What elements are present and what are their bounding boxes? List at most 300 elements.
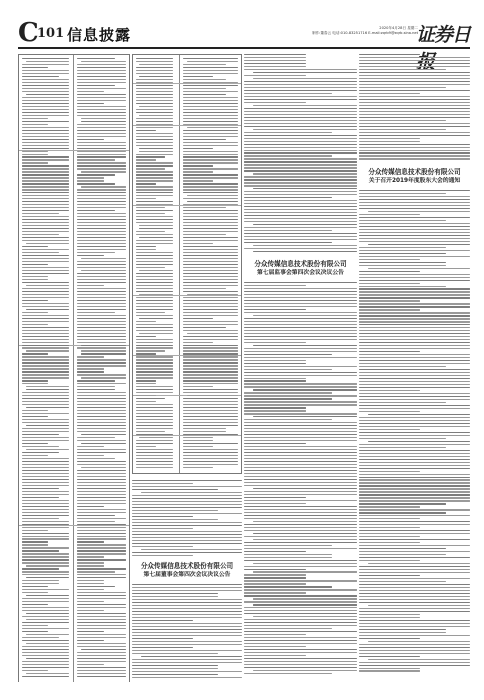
text-line — [359, 87, 446, 88]
text-line — [77, 479, 126, 480]
text-line — [22, 294, 69, 295]
text-line — [244, 577, 306, 578]
text-line — [136, 291, 173, 292]
text-line — [77, 461, 126, 462]
newspaper-logo: 证券日 — [416, 24, 471, 46]
text-line — [77, 458, 115, 459]
text-line — [22, 282, 69, 283]
text-line — [22, 455, 48, 456]
text-line — [359, 294, 470, 295]
text-line — [183, 407, 238, 408]
text-line — [359, 611, 470, 612]
text-line — [132, 552, 242, 553]
text-line — [77, 646, 126, 647]
text-line — [77, 673, 126, 674]
text-line — [244, 512, 357, 513]
text-line — [359, 468, 470, 469]
text-line — [77, 148, 126, 149]
text-line — [77, 598, 126, 599]
text-line — [22, 156, 69, 157]
text-line — [359, 479, 470, 480]
text-line — [77, 195, 126, 196]
text-line — [359, 420, 470, 421]
text-line — [244, 664, 357, 665]
text-line — [359, 387, 470, 388]
text-line — [183, 362, 238, 363]
text-line — [136, 312, 165, 313]
text-line — [77, 94, 126, 95]
text-line — [359, 608, 470, 609]
text-line — [183, 380, 238, 381]
text-line — [244, 640, 357, 641]
text-line — [359, 578, 470, 579]
text-line — [244, 476, 357, 477]
text-line — [253, 105, 357, 106]
text-line — [359, 286, 446, 287]
text-line — [136, 371, 173, 372]
text-line — [81, 345, 126, 346]
text-line — [136, 58, 173, 59]
text-line — [77, 255, 104, 256]
text-line — [132, 584, 242, 585]
text-line — [136, 315, 173, 316]
text-line — [359, 333, 470, 334]
text-line — [136, 82, 173, 83]
text-line — [183, 145, 238, 146]
text-line — [183, 243, 213, 244]
text-line — [244, 551, 306, 552]
text-line — [132, 632, 242, 633]
text-line — [244, 327, 357, 328]
text-line — [22, 67, 48, 68]
text-line — [22, 494, 69, 495]
text-line — [244, 583, 306, 584]
text-line — [77, 362, 126, 363]
text-line — [22, 154, 48, 155]
text-line — [22, 312, 48, 313]
text-line — [183, 177, 238, 178]
text-line — [77, 419, 126, 420]
text-line — [22, 667, 69, 668]
text-line — [26, 673, 69, 674]
text-line — [132, 638, 193, 639]
text-line — [244, 108, 357, 109]
text-line — [77, 416, 126, 417]
text-line — [77, 154, 126, 155]
text-line — [244, 425, 357, 426]
text-line — [183, 321, 238, 322]
text-line — [359, 158, 470, 159]
text-line — [183, 461, 238, 462]
text-line — [183, 85, 238, 86]
text-line — [244, 443, 306, 444]
text-line — [77, 631, 104, 632]
text-line — [359, 617, 420, 618]
text-line — [359, 102, 470, 103]
text-line — [359, 456, 470, 457]
text-line — [77, 97, 126, 98]
text-line — [22, 240, 69, 241]
text-line — [359, 670, 420, 671]
text-line — [22, 88, 69, 89]
text-line — [77, 106, 126, 107]
text-line — [136, 97, 173, 98]
text-line — [244, 236, 357, 237]
text-line — [359, 144, 470, 145]
text-line — [136, 401, 156, 402]
text-line — [77, 347, 126, 348]
text-line — [359, 111, 470, 112]
text-line — [132, 599, 242, 600]
text-line — [136, 452, 173, 453]
text-line — [22, 288, 69, 289]
text-line — [136, 288, 173, 289]
text-line — [244, 248, 357, 249]
text-line — [359, 147, 470, 148]
text-line — [22, 562, 69, 563]
text-line — [183, 192, 238, 193]
text-line — [359, 57, 470, 58]
text-line — [77, 249, 126, 250]
text-line — [26, 658, 69, 659]
text-line — [183, 112, 238, 113]
text-line — [22, 225, 69, 226]
text-line — [132, 668, 218, 669]
text-line — [183, 345, 238, 346]
text-line — [77, 449, 126, 450]
text-line — [359, 527, 420, 528]
text-line — [22, 640, 69, 641]
text-line — [136, 467, 173, 468]
text-line — [183, 446, 213, 447]
text-line — [244, 431, 357, 432]
text-line — [183, 151, 238, 152]
text-line — [359, 366, 446, 367]
text-line — [136, 264, 173, 265]
text-line — [132, 662, 242, 663]
text-line — [22, 133, 69, 134]
text-line — [183, 347, 238, 348]
text-line — [183, 219, 238, 220]
text-line — [359, 506, 420, 507]
text-line — [183, 240, 238, 241]
text-line — [136, 103, 173, 104]
text-line — [136, 180, 173, 181]
text-line — [22, 428, 69, 429]
text-line — [359, 232, 470, 233]
text-line — [132, 531, 242, 532]
text-line — [244, 218, 357, 219]
text-line — [359, 84, 470, 85]
text-line — [359, 196, 470, 197]
text-line — [359, 256, 470, 257]
text-line — [77, 228, 126, 229]
text-line — [183, 267, 238, 268]
text-line — [77, 473, 126, 474]
text-line — [359, 205, 470, 206]
text-line — [77, 58, 115, 59]
text-line — [136, 303, 173, 304]
text-line — [22, 76, 59, 77]
text-line — [22, 538, 69, 539]
text-line — [77, 273, 126, 274]
text-line — [77, 180, 104, 181]
text-line — [244, 554, 332, 555]
text-line — [244, 239, 357, 240]
text-line — [244, 366, 357, 367]
text-line — [359, 551, 470, 552]
text-line — [77, 547, 126, 548]
text-line — [136, 407, 173, 408]
text-line — [77, 565, 104, 566]
text-line — [359, 288, 470, 289]
text-line — [22, 180, 69, 181]
text-line — [22, 315, 69, 316]
text-line — [359, 342, 470, 343]
text-line — [81, 171, 126, 172]
text-line — [132, 665, 218, 666]
text-line — [81, 186, 126, 187]
text-line — [244, 206, 357, 207]
text-line — [359, 632, 446, 633]
text-line — [132, 608, 242, 609]
page-number: 101 — [37, 26, 65, 41]
text-line — [77, 422, 126, 423]
text-line — [183, 231, 238, 232]
text-line — [359, 494, 470, 495]
text-line — [81, 121, 126, 122]
text-line — [22, 237, 69, 238]
text-line — [183, 97, 238, 98]
text-line — [183, 291, 238, 292]
text-line — [244, 197, 332, 198]
text-line — [183, 216, 238, 217]
text-line — [359, 99, 470, 100]
text-line — [22, 664, 69, 665]
text-line — [244, 634, 306, 635]
text-line — [77, 165, 126, 166]
text-line — [244, 60, 306, 61]
text-line — [22, 261, 69, 262]
text-line — [22, 130, 69, 131]
text-line — [22, 655, 69, 656]
text-line — [359, 396, 470, 397]
text-line — [359, 66, 470, 67]
text-line — [244, 527, 357, 528]
text-line — [359, 199, 470, 200]
text-line — [22, 91, 69, 92]
text-line — [77, 333, 126, 334]
text-line — [136, 136, 173, 137]
text-line — [359, 518, 420, 519]
text-line — [136, 440, 173, 441]
text-line — [77, 279, 126, 280]
text-line — [77, 330, 126, 331]
text-line — [253, 533, 357, 534]
text-line — [22, 365, 69, 366]
text-line — [359, 202, 470, 203]
text-line — [368, 244, 470, 245]
text-line — [77, 291, 126, 292]
text-line — [77, 404, 126, 405]
text-line — [359, 150, 470, 151]
text-line — [244, 233, 357, 234]
text-line — [136, 231, 165, 232]
text-line — [183, 180, 213, 181]
text-line — [22, 192, 69, 193]
text-line — [136, 419, 173, 420]
text-line — [183, 198, 238, 199]
text-line — [253, 670, 357, 671]
text-line — [22, 183, 69, 184]
text-line — [77, 556, 104, 557]
text-line — [183, 336, 238, 337]
text-line — [22, 258, 69, 259]
text-line — [77, 503, 126, 504]
text-line — [253, 72, 357, 73]
text-line — [244, 161, 357, 162]
text-line — [77, 485, 126, 486]
text-line — [77, 127, 126, 128]
article-title: 分众传媒信息技术股份有限公司 — [140, 562, 234, 570]
text-line — [26, 309, 69, 310]
text-line — [244, 282, 357, 283]
text-line — [244, 230, 332, 231]
text-line — [22, 413, 69, 414]
text-line — [244, 138, 357, 139]
text-line — [22, 422, 69, 423]
text-line — [77, 246, 126, 247]
text-line — [359, 477, 470, 478]
text-line — [77, 440, 126, 441]
masthead-date: 2020年4月28日 星期二 — [379, 26, 418, 30]
text-line — [136, 350, 165, 351]
text-line — [187, 395, 238, 396]
text-line — [77, 103, 104, 104]
text-line — [22, 216, 69, 217]
text-line — [359, 629, 446, 630]
text-line — [183, 339, 238, 340]
column-d — [359, 54, 470, 682]
text-line — [359, 155, 470, 156]
text-line — [22, 485, 69, 486]
text-line — [244, 303, 357, 304]
text-line — [22, 541, 48, 542]
text-line — [136, 67, 173, 68]
text-line — [77, 395, 126, 396]
text-line — [136, 240, 173, 241]
text-line — [253, 345, 357, 346]
text-line — [183, 392, 238, 393]
text-line — [77, 428, 126, 429]
text-line — [244, 54, 306, 55]
text-line — [22, 297, 69, 298]
text-line — [136, 207, 165, 208]
text-line — [81, 443, 126, 444]
text-line — [136, 276, 173, 277]
text-line — [136, 189, 173, 190]
text-line — [77, 530, 126, 531]
text-line — [22, 461, 69, 462]
text-line — [132, 611, 242, 612]
text-line — [77, 156, 126, 157]
text-line — [244, 524, 357, 525]
text-line — [359, 432, 470, 433]
text-line — [244, 625, 357, 626]
text-line — [22, 452, 59, 453]
text-line — [22, 374, 69, 375]
text-line — [359, 357, 470, 358]
text-line — [22, 568, 59, 569]
text-line — [136, 377, 173, 378]
text-line — [77, 494, 126, 495]
text-line — [22, 398, 69, 399]
text-line — [183, 171, 213, 172]
text-line — [244, 330, 357, 331]
text-line — [244, 485, 357, 486]
text-line — [136, 449, 173, 450]
text-line — [22, 109, 69, 110]
text-line — [183, 159, 238, 160]
text-line — [244, 401, 357, 402]
text-line — [244, 321, 357, 322]
text-line — [368, 659, 470, 660]
table-text-block — [136, 58, 173, 470]
text-line — [359, 435, 470, 436]
text-line — [244, 126, 357, 127]
text-line — [244, 545, 332, 546]
text-line — [183, 100, 238, 101]
text-line — [183, 174, 238, 175]
text-line — [244, 422, 357, 423]
text-line — [187, 195, 238, 196]
text-line — [132, 647, 193, 648]
masthead-contact: 制作:董春云 电话:010-83251716 E-mail:zqrb9@zqrb.sina.net — [311, 31, 418, 35]
text-line — [22, 371, 69, 372]
text-line — [22, 171, 69, 172]
text-line — [132, 543, 242, 544]
text-line — [22, 443, 48, 444]
text-line — [183, 142, 238, 143]
text-line — [359, 291, 470, 292]
text-line — [77, 88, 126, 89]
text-line — [77, 365, 126, 366]
text-line — [22, 533, 69, 534]
text-line — [359, 668, 420, 669]
text-line — [26, 389, 69, 390]
text-line — [77, 592, 126, 593]
text-line — [77, 216, 126, 217]
text-line — [22, 395, 69, 396]
text-line — [77, 497, 126, 498]
text-line — [183, 79, 226, 80]
text-line — [136, 159, 156, 160]
text-line — [22, 327, 69, 328]
text-line — [253, 188, 357, 189]
text-line — [244, 509, 357, 510]
text-line — [132, 590, 242, 591]
text-line — [244, 150, 357, 151]
article-subtitle: 关于召开2019年度股东大会的通知 — [368, 178, 461, 184]
text-line — [22, 127, 69, 128]
column-c — [244, 54, 357, 682]
text-line — [359, 312, 470, 313]
text-line — [359, 491, 470, 492]
text-line — [359, 548, 446, 549]
text-line — [244, 176, 357, 177]
text-line — [359, 93, 420, 94]
text-line — [244, 93, 332, 94]
